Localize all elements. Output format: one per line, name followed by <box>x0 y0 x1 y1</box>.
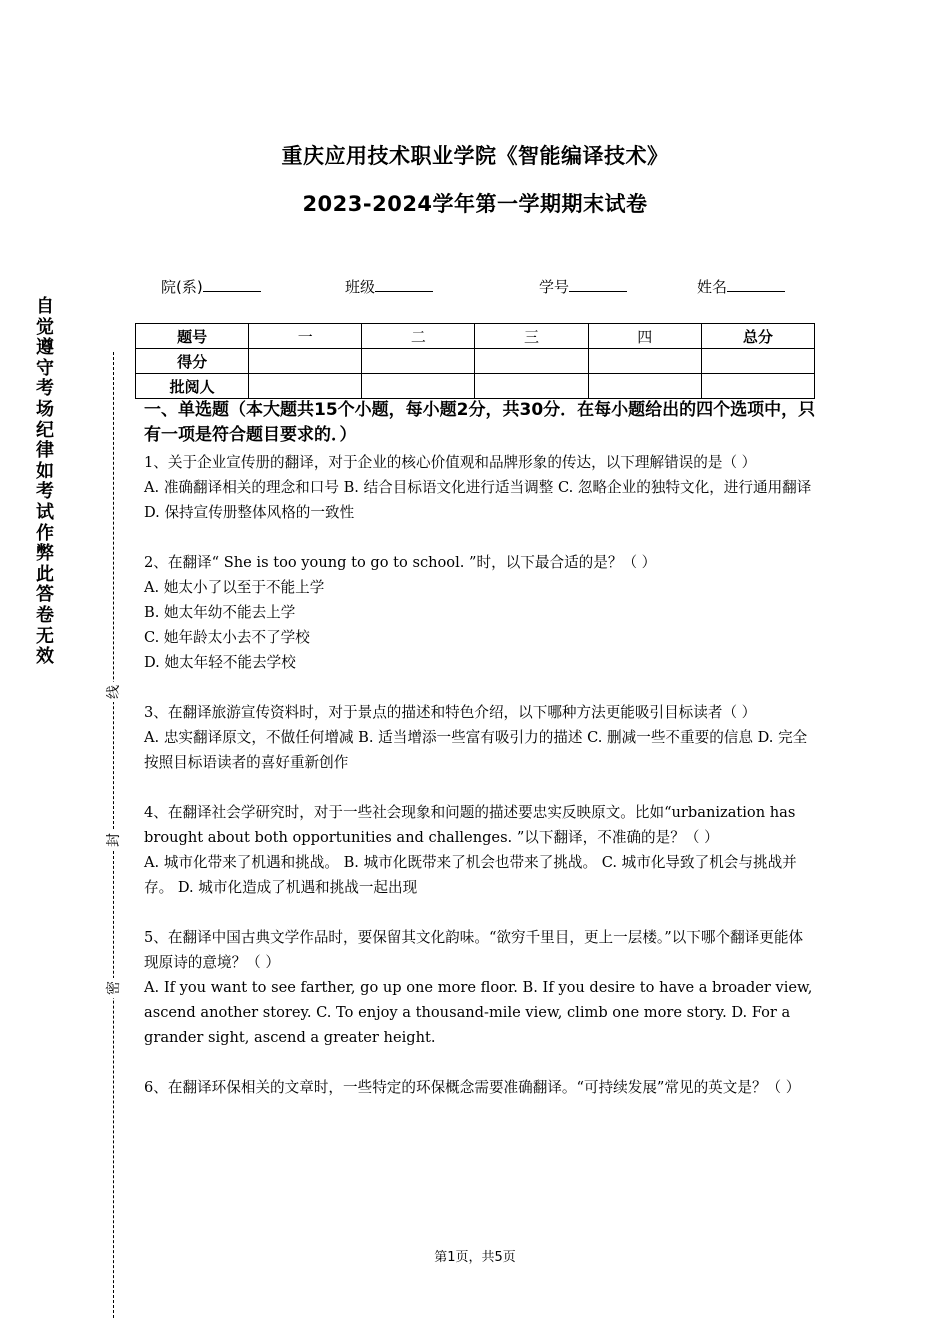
dept-label: 院(系) <box>161 278 203 296</box>
header-cell-total: 总分 <box>701 324 814 349</box>
score-table-header-row <box>136 324 815 349</box>
binding-mark-feng: 封 <box>102 830 126 850</box>
score-row <box>136 349 815 374</box>
option-a: A. 她太小了以至于不能上学 <box>144 579 325 596</box>
question-stem: 4、在翻译社会学研究时，对于一些社会现象和问题的描述要忠实反映原文。比如“urbanization has brought about both opportunities and challenges. ”以下翻译，不准确的是？（ ） <box>144 804 796 846</box>
question-options: A. 准确翻译相关的理念和口号 B. 结合目标语文化进行适当调整 C. 忽略企业的独特文化，进行通用翻译 D. 保持宣传册整体风格的一致性 <box>144 479 812 521</box>
header-cell-part-1: 一 <box>249 324 362 349</box>
section-heading: 一、单选题（本大题共15个小题，每小题2分，共30分．在每小题给出的四个选项中，只有一项是符合题目要求的．） <box>144 400 816 445</box>
option-b: B. 她太年幼不能去上学 <box>144 604 296 621</box>
question-3 <box>144 700 816 775</box>
header-cell-part-3: 三 <box>475 324 588 349</box>
header-cell-question-no: 题号 <box>136 324 249 349</box>
exam-subtitle: 2023-2024学年第一学期期末试卷 <box>302 192 648 216</box>
question-5 <box>144 925 816 1050</box>
score-row-label: 得分 <box>136 349 249 374</box>
dept-field[interactable] <box>161 276 261 297</box>
class-label: 班级 <box>345 278 376 296</box>
student-info-row <box>0 276 950 300</box>
score-cell[interactable] <box>701 349 814 374</box>
score-cell[interactable] <box>588 349 701 374</box>
header-cell-part-2: 二 <box>362 324 475 349</box>
grader-cell[interactable] <box>588 374 701 399</box>
grader-row <box>136 374 815 399</box>
question-stem: 3、在翻译旅游宣传资料时，对于景点的描述和特色介绍，以下哪种方法更能吸引目标读者（ ） <box>144 704 757 721</box>
side-warning: 自觉遵守考场纪律如考试作弊此答卷无效 <box>36 296 54 668</box>
grader-cell[interactable] <box>249 374 362 399</box>
question-stem: 2、在翻译“ She is too young to go to school. ”时，以下最合适的是？（ ） <box>144 554 657 571</box>
score-cell[interactable] <box>362 349 475 374</box>
id-blank[interactable] <box>569 277 627 292</box>
option-d: D. 她太年轻不能去学校 <box>144 654 296 671</box>
header-cell-part-4: 四 <box>588 324 701 349</box>
exam-content <box>144 398 816 1125</box>
question-stem: 6、在翻译环保相关的文章时，一些特定的环保概念需要准确翻译。“可持续发展”常见的英文是？（ ） <box>144 1079 801 1096</box>
question-options: A. 城市化带来了机遇和挑战。 B. 城市化既带来了机会也带来了挑战。 C. 城市化导致了机会与挑战并存。 D. 城市化造成了机遇和挑战一起出现 <box>144 854 797 896</box>
question-6 <box>144 1075 816 1100</box>
question-stem: 5、在翻译中国古典文学作品时，要保留其文化韵味。“欲穷千里目，更上一层楼。”以下哪个翻译更能体现原诗的意境？（ ） <box>144 929 804 971</box>
score-cell[interactable] <box>475 349 588 374</box>
score-table <box>135 323 815 399</box>
page-footer: 第1页，共5页 <box>434 1250 516 1265</box>
exam-title: 重庆应用技术职业学院《智能编译技术》 <box>281 144 669 168</box>
question-stem: 1、关于企业宣传册的翻译，对于企业的核心价值观和品牌形象的传达，以下理解错误的是（ ） <box>144 454 757 471</box>
binding-mark-mi: 密 <box>102 978 126 998</box>
question-1 <box>144 450 816 525</box>
question-options: A. 忠实翻译原文，不做任何增减 B. 适当增添一些富有吸引力的描述 C. 删减一些不重要的信息 D. 完全按照目标语读者的喜好重新创作 <box>144 729 808 771</box>
id-label: 学号 <box>539 278 570 296</box>
name-label: 姓名 <box>697 278 728 296</box>
dept-blank[interactable] <box>203 277 261 292</box>
question-4 <box>144 800 816 900</box>
binding-mark-xian: 线 <box>102 682 126 702</box>
grader-cell[interactable] <box>701 374 814 399</box>
class-blank[interactable] <box>375 277 433 292</box>
name-field[interactable] <box>697 276 785 297</box>
id-field[interactable] <box>539 276 627 297</box>
class-field[interactable] <box>345 276 433 297</box>
option-c: C. 她年龄太小去不了学校 <box>144 629 310 646</box>
grader-cell[interactable] <box>475 374 588 399</box>
question-2 <box>144 550 816 675</box>
grader-row-label: 批阅人 <box>136 374 249 399</box>
name-blank[interactable] <box>727 277 785 292</box>
question-options: A. If you want to see farther, go up one more floor. B. If you desire to have a broader view, ascend another storey. C. To enjoy a thousand-mile view, climb one more story. D. For a grander sight, ascend a greater height. <box>144 979 813 1046</box>
grader-cell[interactable] <box>362 374 475 399</box>
score-cell[interactable] <box>249 349 362 374</box>
